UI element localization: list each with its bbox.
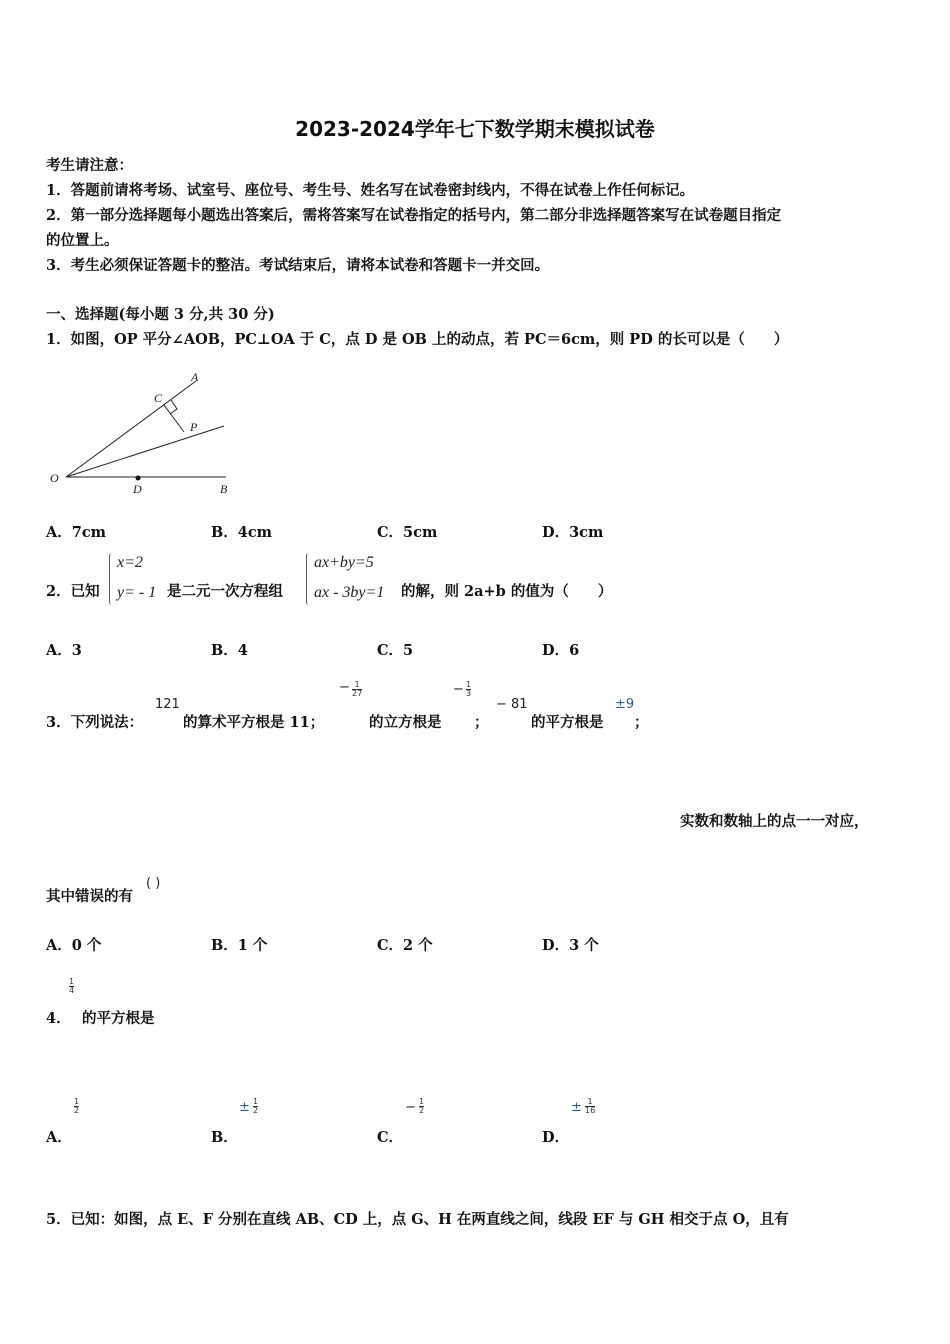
- q4-option-c-sign: −: [405, 1100, 416, 1115]
- frac-num: 1: [466, 680, 472, 689]
- q3-frac-1-3: [466, 681, 471, 698]
- q3-num-neg81: − 81: [496, 697, 528, 712]
- frac-den: 27: [352, 689, 363, 698]
- q3-prefix: 3．下列说法：: [46, 714, 144, 731]
- q5-stem: 5．已知：如图，点 E、F 分别在直线 AB、CD 上，点 G、H 在两直线之间，线段 EF 与 GH 相交于点 O，且有: [46, 1211, 789, 1228]
- q2-eq1: ax+by=5: [314, 554, 374, 571]
- q3-option-d[interactable]: D．3 个: [542, 937, 599, 954]
- q4-option-d-frac: [585, 1098, 595, 1115]
- segment-pc: [164, 405, 184, 432]
- q2-option-a[interactable]: A．3: [46, 642, 82, 659]
- q4-option-b-frac: [253, 1098, 258, 1115]
- q4-option-b-sign: ±: [239, 1100, 250, 1115]
- q2-option-b[interactable]: B．4: [211, 642, 248, 659]
- frac-den: 2: [253, 1106, 259, 1115]
- label-d: D: [133, 482, 142, 496]
- q4-option-a-frac: [74, 1098, 79, 1115]
- q2-option-c[interactable]: C．5: [377, 642, 414, 659]
- frac-num: 1: [354, 680, 360, 689]
- notice-item-2: 2．第一部分选择题每小题选出答案后，需将答案写在试卷指定的括号内，第二部分非选择题答案写在试卷题目指定: [46, 207, 782, 224]
- frac-num: 1: [69, 977, 75, 986]
- q2-brace-2: [306, 553, 312, 605]
- frac-den: 4: [69, 986, 75, 995]
- frac-num: 1: [74, 1097, 80, 1106]
- q3-neg-sign-2: −: [453, 682, 464, 697]
- frac-den: 16: [585, 1106, 596, 1115]
- frac-num: 1: [587, 1097, 593, 1106]
- q3-text-2: 的立方根是: [369, 714, 442, 731]
- q3-semicolon: ；: [474, 714, 489, 731]
- q3-text-1: 的算术平方根是 11；: [183, 714, 325, 731]
- notice-item-1: 1．答题前请将考场、试室号、座位号、考生号、姓名写在试卷密封线内，不得在试卷上作任何标记。: [46, 182, 695, 199]
- q4-option-c[interactable]: C．: [377, 1129, 404, 1146]
- q4-option-d-sign: ±: [571, 1100, 582, 1115]
- q3-option-c[interactable]: C．2 个: [377, 937, 433, 954]
- q4-option-b[interactable]: B．: [211, 1129, 238, 1146]
- q2-eq2: ax - 3by=1: [314, 584, 385, 601]
- frac-den: 3: [466, 689, 472, 698]
- label-o: O: [50, 471, 59, 485]
- frac-num: 1: [253, 1097, 259, 1106]
- q4-option-a[interactable]: A．: [46, 1129, 72, 1146]
- q3-semicolon-2: ；: [634, 714, 649, 731]
- q1-option-c[interactable]: C．5cm: [377, 524, 438, 541]
- q1-option-b[interactable]: B．4cm: [211, 524, 273, 541]
- label-p: P: [190, 420, 198, 434]
- q2-prefix: 2．已知: [46, 583, 100, 600]
- q3-pm9: ±9: [615, 697, 635, 712]
- q2-option-d[interactable]: D．6: [542, 642, 580, 659]
- q3-num-121: 121: [155, 697, 180, 712]
- page-title: 2023-2024学年七下数学期末模拟试卷: [295, 117, 655, 141]
- label-c: C: [154, 391, 163, 405]
- q2-sol-x: x=2: [117, 554, 143, 571]
- q3-option-a[interactable]: A．0 个: [46, 937, 102, 954]
- right-angle-mark: [170, 400, 177, 414]
- point-d: [136, 476, 141, 481]
- q3-line-3: 其中错误的有: [46, 888, 133, 905]
- q3-option-b[interactable]: B．1 个: [211, 937, 268, 954]
- q3-frac-1-27: [352, 681, 362, 698]
- notice-heading: 考生请注意：: [46, 157, 133, 174]
- q4-frac-1-4: [69, 978, 74, 995]
- q2-suffix: 的解，则 2a+b 的值为（ ）: [401, 583, 613, 600]
- label-b: B: [220, 482, 228, 496]
- frac-den: 2: [74, 1106, 80, 1115]
- q1-angle-figure: [44, 366, 244, 500]
- q1-option-d[interactable]: D．3cm: [542, 524, 604, 541]
- q2-sol-y: y= - 1: [117, 584, 157, 601]
- section-heading: 一、选择题(每小题 3 分,共 30 分): [46, 306, 275, 323]
- q3-neg-sign: −: [339, 680, 350, 695]
- q3-paren: ( ): [146, 876, 161, 891]
- q2-mid: 是二元一次方程组: [167, 583, 283, 600]
- label-a: A: [191, 370, 199, 384]
- q2-brace-1: [109, 553, 115, 605]
- q1-stem: 1．如图，OP 平分∠AOB，PC⊥OA 于 C，点 D 是 OB 上的动点，若 PC＝6cm，则 PD 的长可以是（ ）: [46, 331, 789, 348]
- q4-text: 的平方根是: [82, 1010, 155, 1027]
- q4-option-c-frac: [419, 1098, 424, 1115]
- notice-item-2-cont: 的位置上。: [46, 232, 119, 249]
- frac-den: 2: [419, 1106, 425, 1115]
- q1-option-a[interactable]: A．7cm: [46, 524, 107, 541]
- q3-text-3: 的平方根是: [531, 714, 604, 731]
- ray-op: [66, 426, 224, 477]
- frac-num: 1: [419, 1097, 425, 1106]
- q4-option-d[interactable]: D．: [542, 1129, 570, 1146]
- ray-oa: [66, 381, 196, 477]
- q3-line-2: 实数和数轴上的点一一对应，: [680, 813, 869, 830]
- q4-prefix: 4．: [46, 1010, 71, 1027]
- notice-item-3: 3．考生必须保证答题卡的整洁。考试结束后，请将本试卷和答题卡一并交回。: [46, 257, 550, 274]
